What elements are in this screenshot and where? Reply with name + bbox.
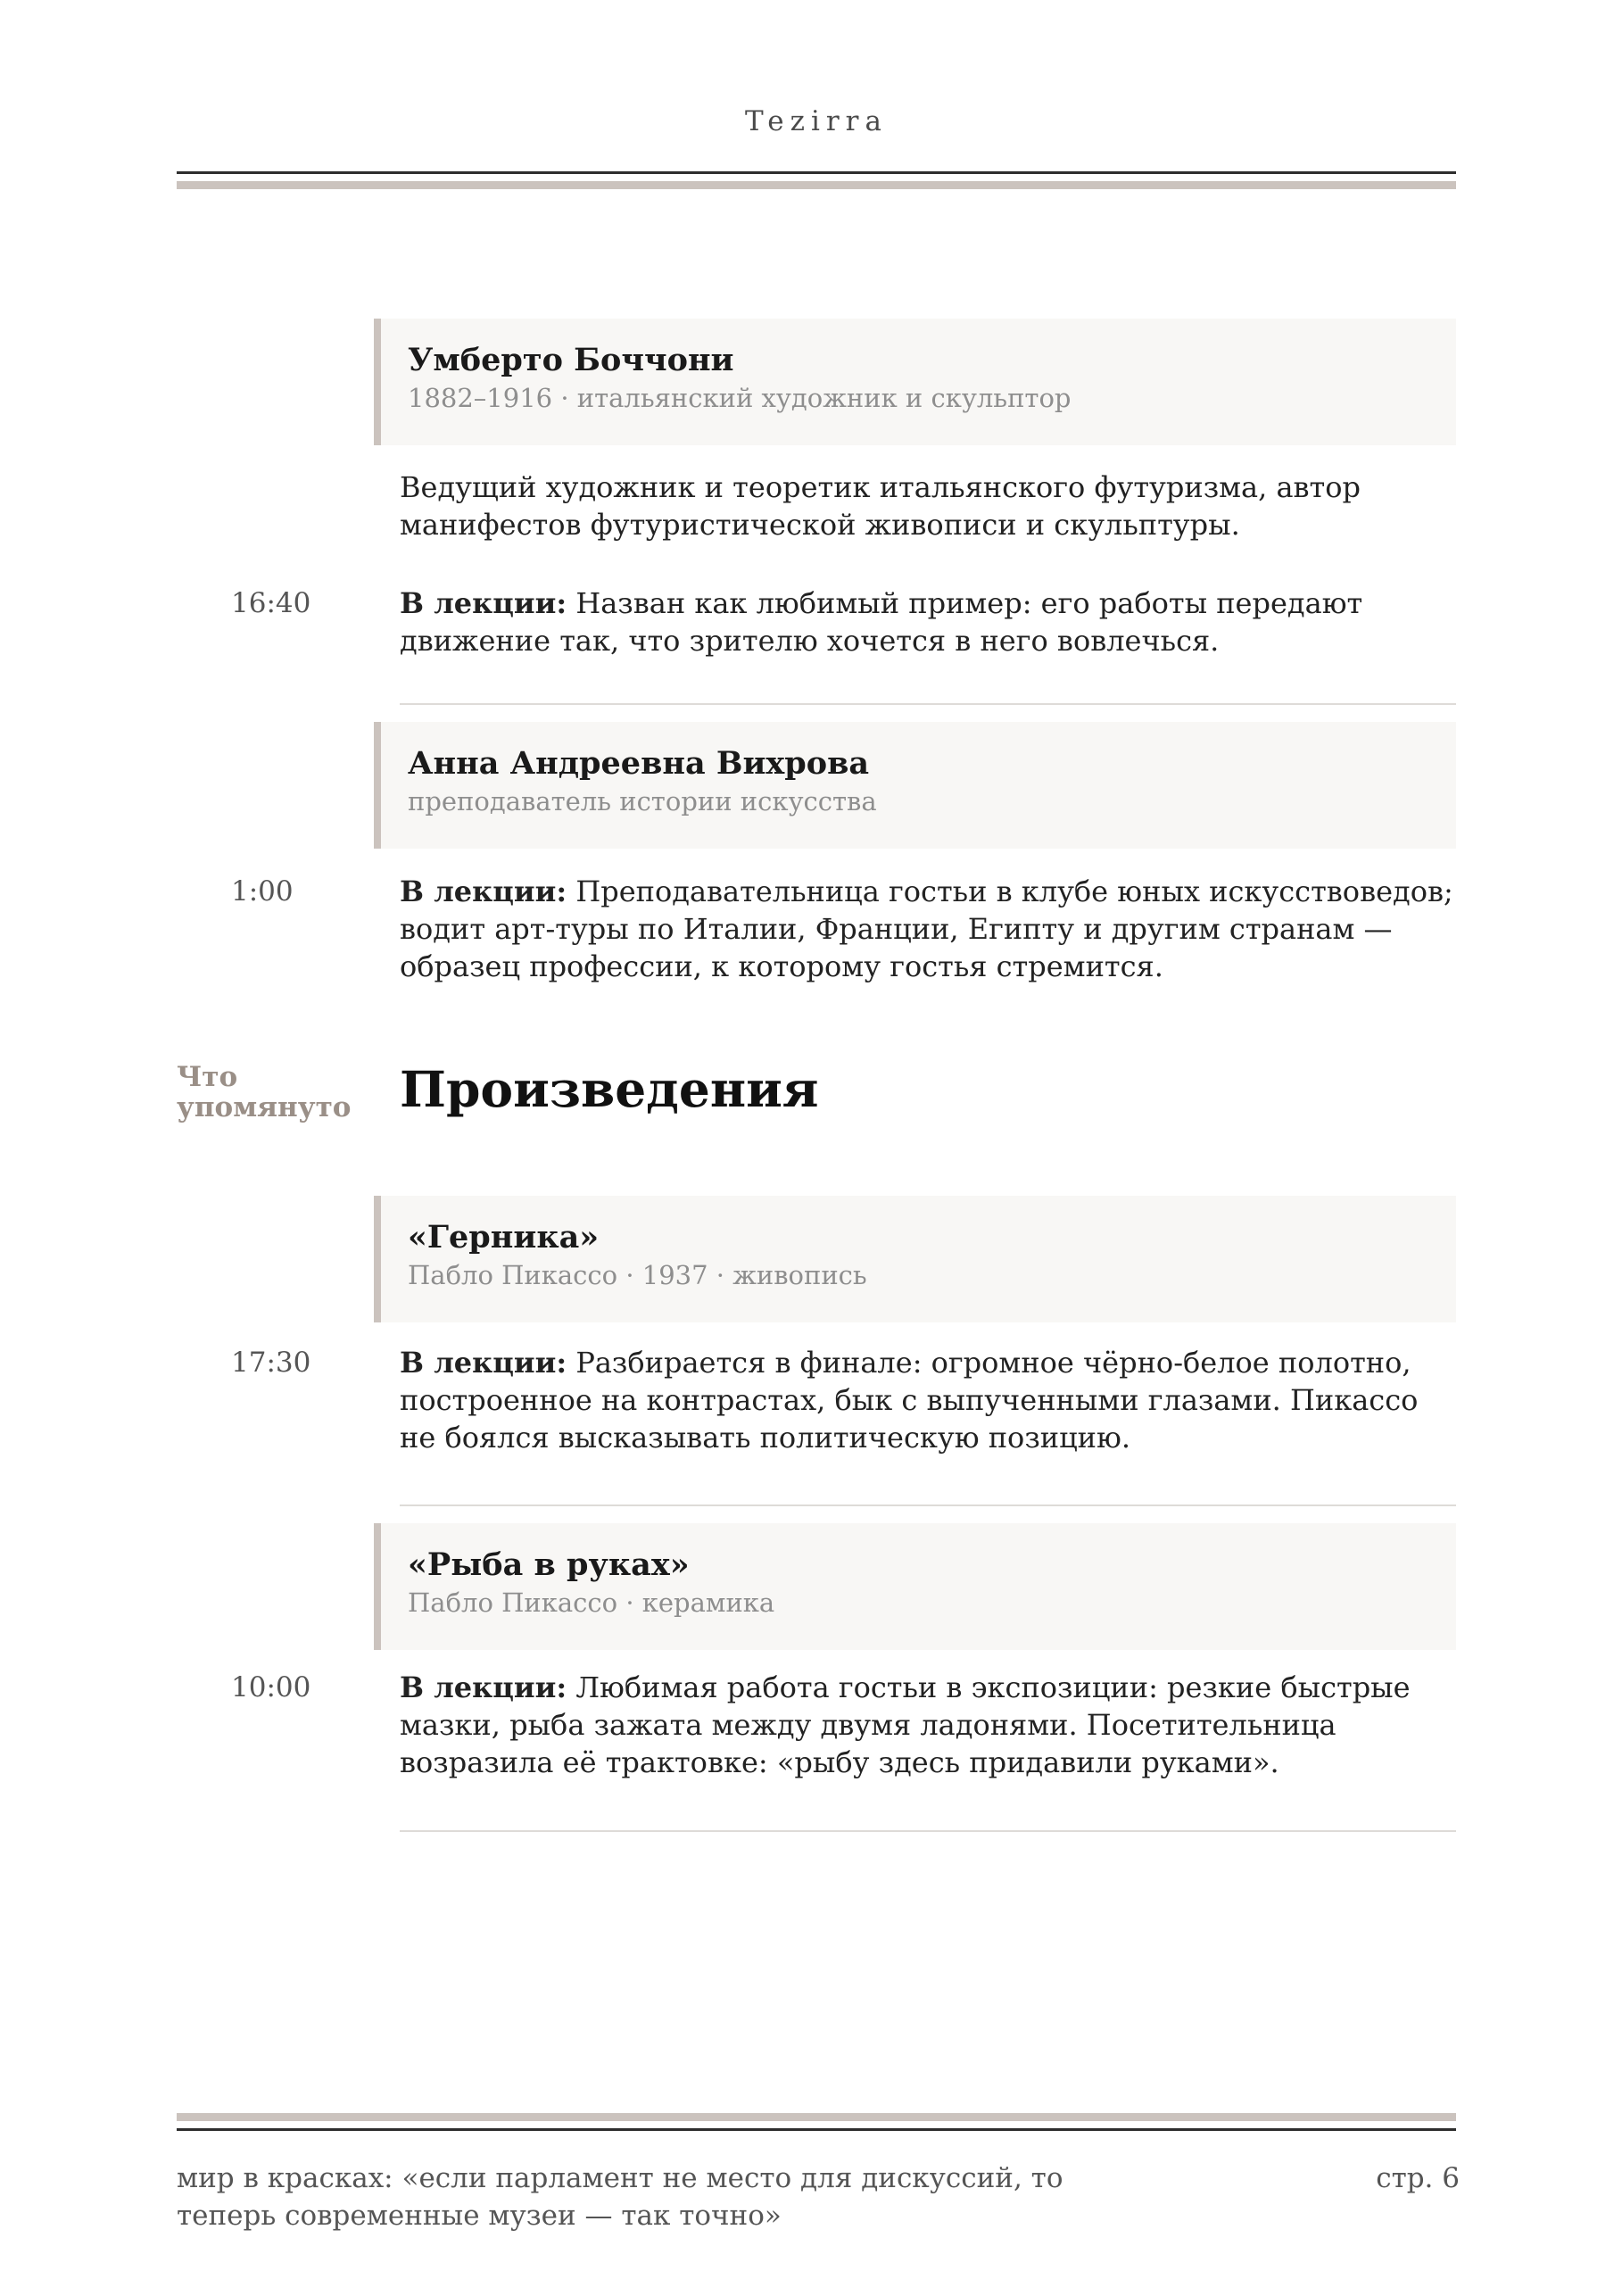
timestamp: 17:30	[231, 1347, 311, 1379]
lecture-text: Назван как любимый пример: его работы передают движение так, что зрителю хочется в него вовлечься.	[400, 586, 1363, 658]
divider	[400, 1504, 1456, 1506]
timestamp: 16:40	[231, 587, 311, 619]
lecture-label: В лекции:	[400, 586, 567, 620]
page-number: стр. 6	[1376, 2162, 1460, 2194]
divider	[400, 703, 1456, 705]
footer-rule-dark	[177, 2128, 1456, 2131]
work-meta: Пабло Пикассо · керамика	[408, 1587, 775, 1618]
work-card	[374, 1523, 1456, 1650]
lecture-text: Любимая работа гостьи в экспозиции: резкие быстрые мазки, рыба зажата между двумя ладонями. Посетительница возразила её трактовке: «рыбу здесь придавили руками».	[400, 1670, 1411, 1779]
lecture-note	[400, 1344, 1461, 1456]
divider	[400, 1830, 1456, 1832]
person-card	[374, 319, 1456, 445]
work-title: «Рыба в руках»	[408, 1546, 690, 1583]
person-description: Ведущий художник и теоретик итальянского футуризма, автор манифестов футуристической живописи и скульптуры.	[400, 470, 1361, 542]
work-title: «Герника»	[408, 1219, 600, 1256]
section-title: Произведения	[400, 1060, 819, 1118]
footer-title: мир в красках: «если парламент не место для дискуссий, то теперь современные музеи — так точно»	[177, 2162, 1063, 2232]
footer-rule-light	[177, 2113, 1456, 2121]
person-name: Умберто Боччони	[408, 342, 734, 378]
person-card	[374, 722, 1456, 849]
lecture-text: Разбирается в финале: огромное чёрно-белое полотно, построенное на контрастах, бык с выпученными глазами. Пикассо не боялся высказывать политическую позицию.	[400, 1346, 1419, 1455]
lecture-note	[400, 1669, 1461, 1781]
lecture-label: В лекции:	[400, 1346, 567, 1380]
section-sidebar-label: Что упомянуто	[177, 1061, 352, 1123]
lecture-note	[400, 873, 1461, 985]
work-card	[374, 1196, 1456, 1322]
header-rule-dark	[177, 171, 1456, 174]
person-meta: преподаватель истории искусства	[408, 785, 877, 816]
lecture-label: В лекции:	[400, 1670, 567, 1704]
header-rule-light	[177, 181, 1456, 189]
lecture-note	[400, 584, 1461, 659]
lecture-text: Преподавательница гостьи в клубе юных искусствоведов; водит арт-туры по Италии, Франции, Египту и другим странам — образец профессии, к которому гостья стремится.	[400, 874, 1453, 983]
timestamp: 1:00	[231, 875, 294, 908]
lecture-label: В лекции:	[400, 874, 567, 908]
header-brand: Tezirra	[745, 105, 888, 137]
timestamp: 10:00	[231, 1671, 311, 1703]
work-meta: Пабло Пикассо · 1937 · живопись	[408, 1259, 867, 1290]
person-name: Анна Андреевна Вихрова	[408, 745, 870, 782]
person-meta: 1882–1916 · итальянский художник и скульптор	[408, 382, 1072, 413]
